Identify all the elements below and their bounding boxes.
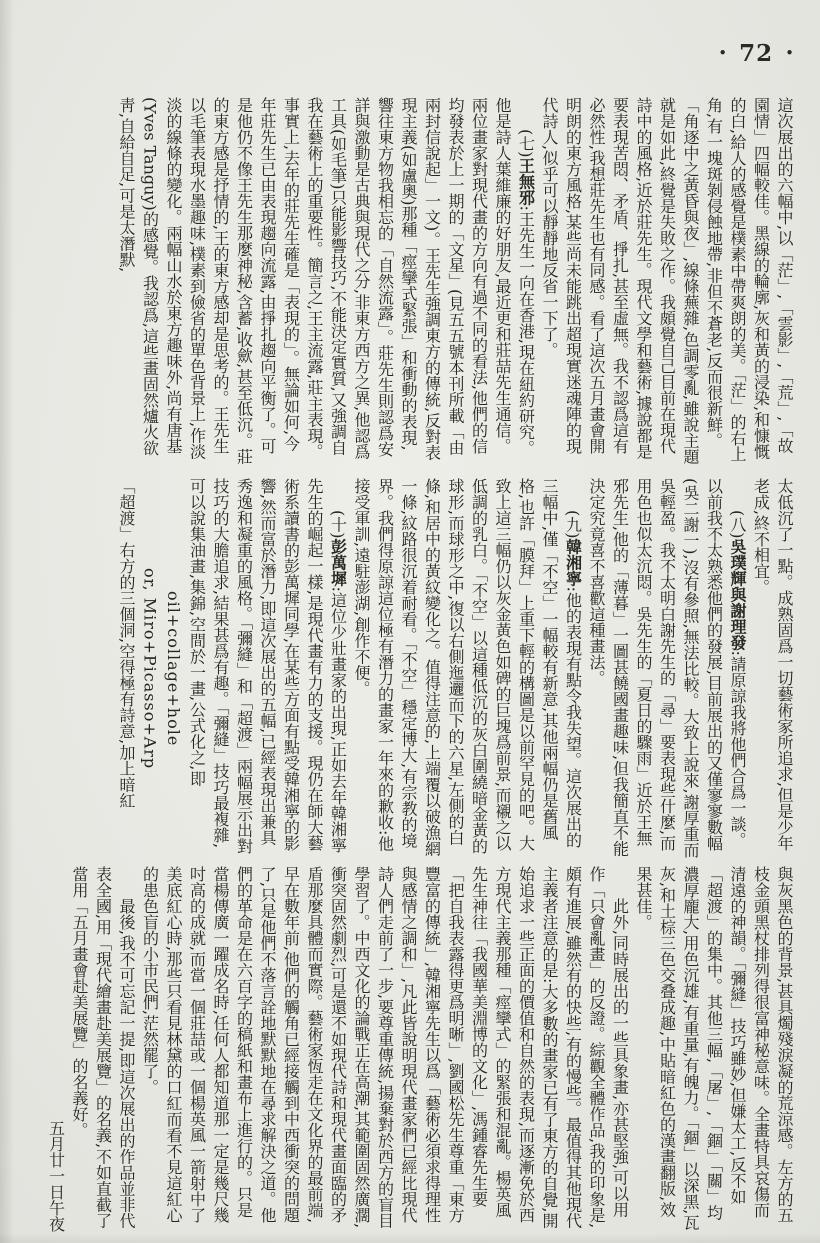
formula-line: oil+collage+hole [164,591,183,747]
section-number: (十) [328,510,348,539]
section-colon: : [516,205,536,211]
article-band-bottom [20,866,796,1232]
page-number-value: 72 [739,40,774,67]
paragraph-closing: 最後,我不可忘記一提,即這次展出的作品並非代表全國,用「現代繪畫赴美展覽」的名義,不如直截了當用「五月畫會赴美展覽」的名義好。 [70,866,136,1229]
section-number: (七) [516,129,536,158]
section-number: (八) [728,510,747,539]
article-band-middle [20,478,796,860]
paragraph-text: 這位少壯畫家的出現,正如去年韓湘寧先生的崛起一樣,是現代畫有力的支援。現仍在師大藝術系讀書的彭萬墀同學,在某些方面有點受韓湘寧的影響,然而富於潛力,即這次展出的五幅,已經表現出兼具秀逸和凝重的風格。「彌縫」和「超渡」兩幅展示出對技巧的大膽追求,結果甚爲有趣。「彌縫」技巧最複雜,可以說集油畫,集錦,空間於一畫,公式化之,即 [187,478,348,854]
section-colon: : [563,586,583,592]
paragraph-text: 王先生一向在香港,現在紐約研究。他是詩人葉維廉的好朋友,最近更和莊喆先生通信。兩位畫家對現代畫的方向有過不同的看法,他們的信均發表於上一期的「文星」(見五五號本刊所載「由兩封信說起」一文)。王先生強調東方的傳統,反對表現主義(如盧奧)那種「痙攣式緊張」和衝動的表現,響往東方物我相忘的「自然流露」。莊先生則認爲安詳與激動是古典與現代之分,非東方西方之異,他認爲工具(如毛筆)只能影響技巧,不能決定實質,又強調自我在藝術上的重要性。簡言之,王主流露,莊主表現。事實上,去年的莊先生確是「表現的」。無論如何,今年莊先生已由表現趨向流露,由掙扎趨向平衡了。可是他仍不像王先生那麼神秘,含蓄,收歛,甚至低沉。莊的東方感是抒情的,王的東方感却是思考的。王先生以毛筆表現水墨趣味,樸素到儉省的單色背景上,作淡淡的線條的變化。兩幅山水於東方趣味外,尚有唐基(Yves Tanguy)的感覺。我認爲,這些畫固然爐火欲靑,自給自足,可是太潛默, [117,97,536,465]
section-title: 吳璞輝與謝理發 [728,538,747,651]
section-number: (九) [563,510,583,539]
bullet-icon: • [718,44,728,62]
paragraph-section-8 [585,478,750,860]
paragraph: 這次展出的六幅中,以「茫」,「雲影」,「荒」,「故園情」四幅較佳。黑線的輪廓,灰和黃的浸染,和慷慨的白,給人的感覺是樸素中帶爽朗的美。「茫」的右上角,有一塊斑剝侵蝕地帶,非但不蒼老,反而很新鮮。「角逐中之黃昏與夜」,線條蕪雜,色調零亂,雖說主題就是如此,終覺是失敗之作。我頗覺自己目前在現代詩中的風格,近於莊先生。現代文學和藝術,據說都是要表現苦悶、矛盾、掙扎,甚至虛無。我不認爲這有必然性,我想莊先生也有同感。看了這次五月畫會開明朗的東方風格,某些尚未能跳出超現實迷魂陣的現代詩人,似乎可以靜靜地反省一下了。 [540,97,794,465]
paragraph: 與灰黑色的背景,甚具燭殘淚凝的荒涼感。左方的五枝金頭黑杖排列得很富神秘意味。全畫特具哀傷而清遠的神韻。「彌縫」技巧雖妙,但嫌太工,反不如「超渡」的集中。其他三幅,「屠」,「錮」「關」均濃厚龐大,用色沉雄,有重量,有魄力。「錮」以深黑,瓦灰,和土棕三色交叠成趣,中貼暗紅色的漢畫翻版,效果甚佳。 [634,866,794,1231]
page-number [718,40,794,67]
paragraph: 此外,同時展出的一些具象畫,亦甚堅強,可以用作「只會亂畫」的反證。綜觀全體作品,我的印象是,頗有進展,雖然有的快些,有的慢些。最值得其他現代主義者注意的是:大多數的畫家已有了東方的自覺,開始追求一些正面的價值和自然的表現,而逐漸免於西方現代主義那種「痙攣式」的緊張和混亂。楊英風先生神往「我國華美淵博的文化」,馮鍾睿先生要「把自我表露得更爲明晰」,劉國松先生尊重「東方豐富的傳統」,韓湘寧先生以爲「藝術必須求得理性與感情之調和」,凡此皆說明現代畫家們已經比現代詩人們走前了一步,要尊重傳統,揚棄對於西方的盲目學習了。中西文化的論戰正在高潮,其範圍固然廣濶,衝突固然劇烈,可是還不如現代詩和現代畫面臨的矛盾那麼具體而實際。藝術家恆走在文化界的最前端,早在數年前,他們的觸角已經接觸到中西衝突的問題了,只是他們不落言詮地默默地在尋求解決之道。他們的革命是在六百字的稿紙和畫布上進行的。只是當楊傳廣一躍成名時,任何人都知道那一定是幾尺幾吋高的成就,而當一個莊喆或一個楊英風一箭射中了美底紅心時,那些只看見林黛的口紅而看不見這紅心的患色盲的小市民們,茫然罷了。 [140,866,630,1229]
paragraph-text: 請原諒我將他們合爲一談。以前我不太熟悉他們的發展,目前展出的又僅寥寥數幅(吳二謝一),沒有參照,無法比較。大致上說來,謝厚重而吳輕盈。我不太明白謝先生的「尋」要表現些什麼,而用色也似太沉悶。吳先生的「夏日的驟雨」近於王無邪先生,他的「薄暮」一圖甚饒國畫趣味,但我簡直不能決定究竟喜不喜歡這種畫法。 [587,478,747,858]
scan-edge-shade [0,1233,820,1243]
section-colon: : [328,586,348,592]
paragraph-text: 他的表現有點令我失望。這次展出的三幅中,僅「不空」一幅較有新意,其他兩幅仍是舊風格,也許「膜拜」上重下輕的構圖是以前罕見的吧。大致上這三幅仍以灰金黃色如碑的巨塊爲前景,而襯之以低調的乳白。「不空」以這種低沉的灰白圍繞暗金黃的球形,而球形之中,復以右側迤邐而下的六星,左側的白條,和居中的黃紋變化之。值得注意的,上端覆以破漁網一條,紋路很沉着耐看。「不空」穩定博大,有宗教的境界。我們得原諒這位極有潛力的畫家一年來的歉收:他接受軍訓,遠駐澎湖,創作不便。 [352,478,583,857]
section-title: 韓湘寧 [563,538,583,587]
date-signature: 五月廿一日午夜 [46,1120,66,1232]
bullet-icon: • [785,44,794,62]
section-title: 王無邪 [516,157,536,206]
scan-edge-shade [0,0,14,1243]
article-band-top [20,97,796,465]
section-title: 彭萬墀 [328,538,348,587]
formula-line: or, Miro+Picasso+Arp [140,568,160,770]
section-colon: : [728,650,747,656]
paragraph-section-9 [350,478,585,860]
paragraph-section-7 [115,97,538,465]
paragraph: 太低沉了一點。成熟固爲一切藝術家所追求,但是少年老成,終不相宜。 [751,478,794,852]
paragraph-section-10 [185,478,350,860]
paragraph: 「超渡」右方的三個洞,空得極有詩意,加上暗紅 [117,478,136,809]
